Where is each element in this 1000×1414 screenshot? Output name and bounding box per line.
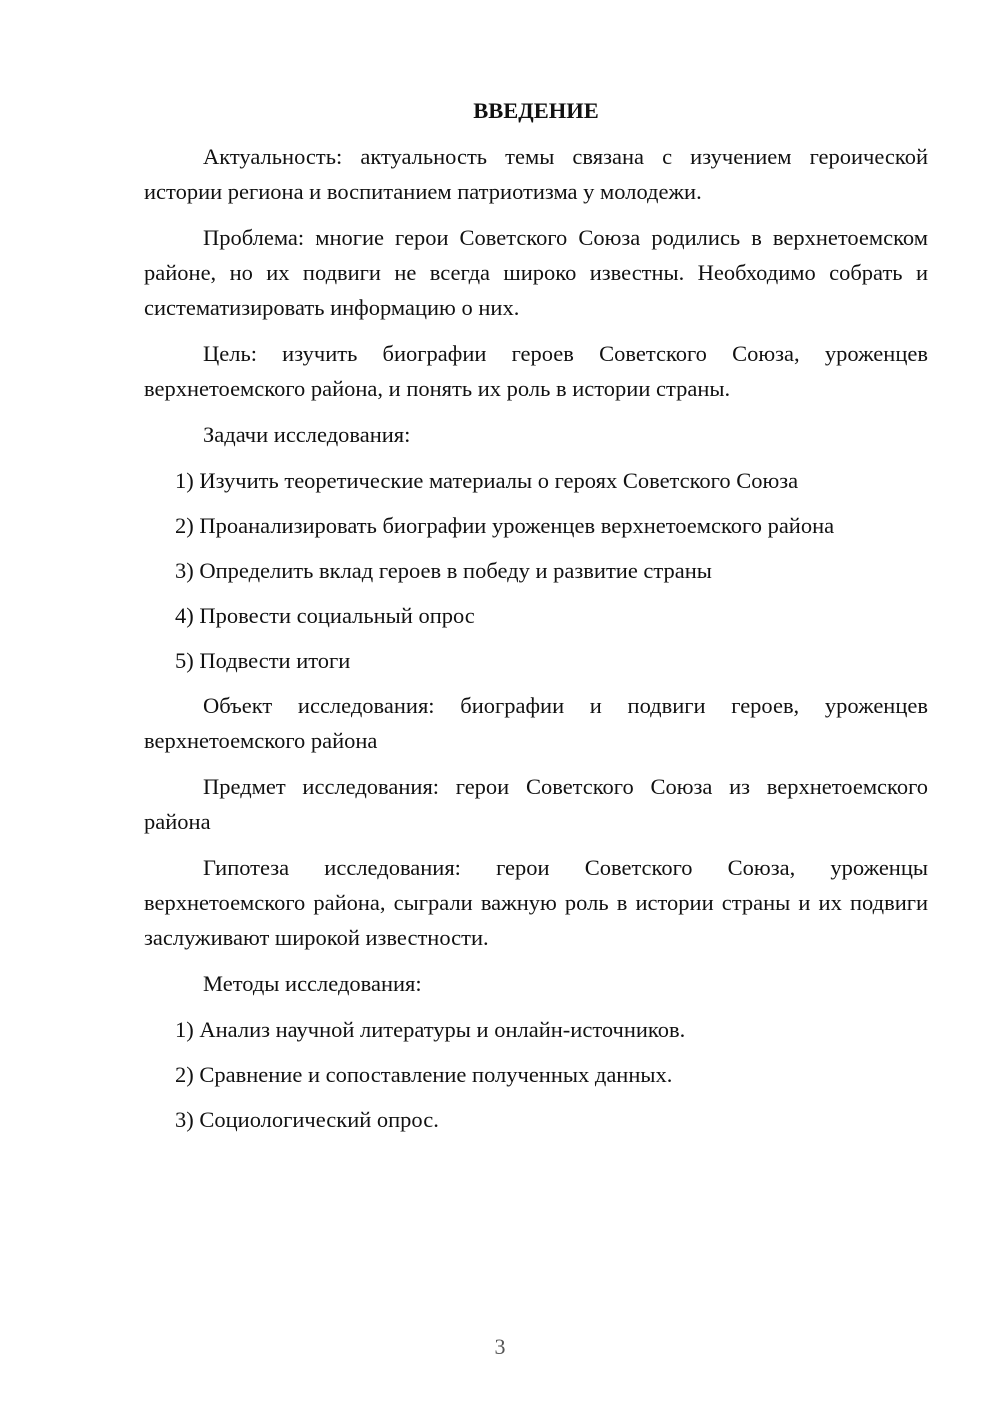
hypothesis-paragraph: Гипотеза исследования: герои Советского Союза, уроженцы верхнетоемского района, сыграли важную роль в истории страны и их подвиги заслуживают широкой известности. bbox=[144, 855, 928, 950]
object-paragraph: Объект исследования: биографии и подвиги героев, уроженцев верхнетоемского района bbox=[144, 693, 928, 753]
task-item: 4) Провести социальный опрос bbox=[175, 603, 475, 628]
page-number: 3 bbox=[494, 1334, 506, 1359]
task-item: 1) Изучить теоретические материалы о героях Советского Союза bbox=[175, 468, 799, 493]
subject-paragraph: Предмет исследования: герои Советского Союза из верхнетоемского района bbox=[144, 774, 928, 834]
page-content bbox=[144, 93, 928, 1147]
goal-paragraph: Цель: изучить биографии героев Советского Союза, уроженцев верхнетоемского района, и понять их роль в истории страны. bbox=[144, 341, 928, 401]
method-item: 1) Анализ научной литературы и онлайн-источников. bbox=[175, 1017, 686, 1042]
methods-heading: Методы исследования: bbox=[203, 971, 422, 996]
task-item: 3) Определить вклад героев в победу и развитие страны bbox=[175, 558, 712, 583]
method-item: 2) Сравнение и сопоставление полученных данных. bbox=[175, 1062, 673, 1087]
methods-list bbox=[144, 1012, 928, 1137]
tasks-list bbox=[144, 463, 928, 678]
tasks-heading: Задачи исследования: bbox=[203, 422, 411, 447]
task-item: 5) Подвести итоги bbox=[175, 648, 351, 673]
page-title: ВВЕДЕНИЕ bbox=[473, 98, 599, 123]
method-item: 3) Социологический опрос. bbox=[175, 1107, 439, 1132]
task-item: 2) Проанализировать биографии уроженцев верхнетоемского района bbox=[175, 513, 835, 538]
relevance-paragraph: Актуальность: актуальность темы связана с изучением героической истории региона и воспитанием патриотизма у молодежи. bbox=[144, 144, 928, 204]
problem-paragraph: Проблема: многие герои Советского Союза родились в верхнетоемском районе, но их подвиги не всегда широко известны. Необходимо собрать и систематизировать информацию о них. bbox=[144, 225, 928, 320]
